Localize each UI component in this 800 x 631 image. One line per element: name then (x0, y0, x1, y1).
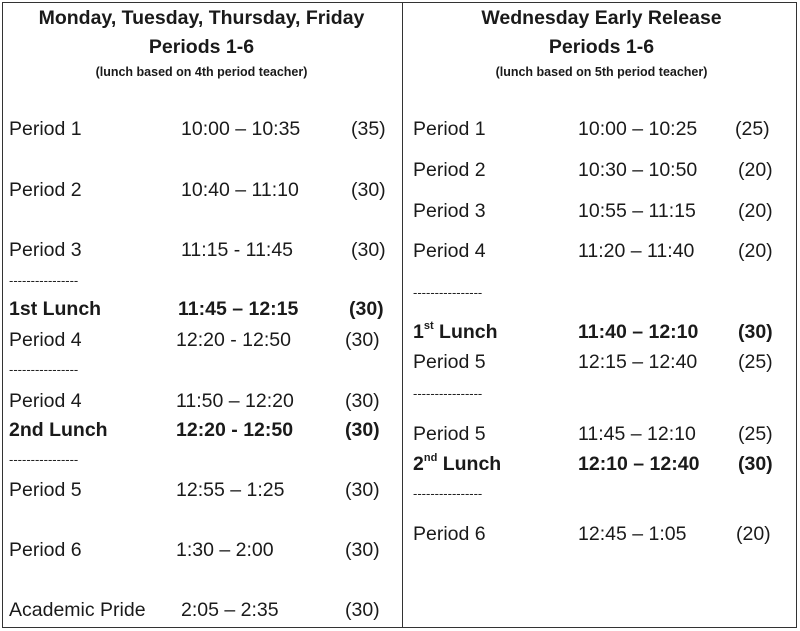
schedule-row-time: 12:15 – 12:40 (578, 351, 698, 373)
schedule-row-label: Period 3 (9, 239, 82, 261)
schedule-row-time: 11:15 - 11:45 (181, 239, 294, 261)
schedule-row-minutes: (25) (738, 351, 773, 373)
schedule-row-minutes: (20) (738, 200, 773, 222)
lunch-separator: ---------------- (413, 486, 483, 501)
lunch-separator: ---------------- (413, 285, 483, 300)
schedule-row-minutes: (30) (345, 539, 380, 561)
schedule-row-time: 11:40 – 12:10 (578, 321, 699, 343)
schedule-row-time: 12:55 – 1:25 (176, 479, 285, 501)
schedule-row-time: 11:20 – 11:40 (578, 240, 695, 262)
schedule-row-minutes: (30) (351, 239, 386, 261)
schedule-row-minutes: (30) (345, 390, 380, 412)
schedule-row-time: 10:30 – 10:50 (578, 159, 698, 181)
schedule-row-time: 10:00 – 10:25 (578, 118, 698, 140)
schedule-row-label: Period 4 (9, 329, 82, 351)
schedule-row-minutes: (30) (345, 599, 380, 621)
regular-schedule-title: Monday, Tuesday, Thursday, Friday (38, 7, 365, 29)
lunch-separator: ---------------- (9, 452, 79, 467)
schedule-row-label: Academic Pride (9, 599, 146, 621)
schedule-row-minutes: (30) (351, 179, 386, 201)
schedule-row-label: 2nd Lunch (413, 452, 502, 475)
schedule-row-label: Period 2 (413, 159, 486, 181)
wednesday-schedule-note: (lunch based on 5th period teacher) (495, 65, 708, 79)
wednesday-schedule-column (403, 0, 800, 631)
schedule-row-minutes: (35) (351, 118, 386, 140)
schedule-row-label: Period 1 (9, 118, 82, 140)
schedule-row-time: 2:05 – 2:35 (181, 599, 279, 621)
schedule-row-label: Period 5 (413, 423, 486, 445)
schedule-row-minutes: (30) (349, 298, 384, 320)
schedule-row-label: 2nd Lunch (9, 419, 108, 441)
schedule-row-minutes: (30) (738, 321, 773, 343)
schedule-row-time: 10:55 – 11:15 (578, 200, 696, 222)
schedule-row-label: Period 4 (9, 390, 82, 412)
schedule-row-label: Period 3 (413, 200, 486, 222)
schedule-row-label: Period 6 (413, 523, 486, 545)
schedule-row-label: Period 1 (413, 118, 486, 140)
schedule-row-time: 10:00 – 10:35 (181, 118, 301, 140)
schedule-row-minutes: (20) (736, 523, 771, 545)
schedule-row-label: Period 2 (9, 179, 82, 201)
regular-schedule-note: (lunch based on 4th period teacher) (95, 65, 308, 79)
schedule-row-time: 1:30 – 2:00 (176, 539, 274, 561)
wednesday-schedule-title: Wednesday Early Release (481, 7, 722, 29)
schedule-row-label: Period 4 (413, 240, 486, 262)
schedule-row-minutes: (30) (345, 329, 380, 351)
schedule-row-label: Period 5 (9, 479, 82, 501)
wednesday-schedule-subtitle: Periods 1-6 (548, 36, 655, 58)
schedule-row-minutes: (25) (738, 423, 773, 445)
schedule-row-time: 12:20 - 12:50 (176, 329, 291, 351)
schedule-row-minutes: (30) (738, 453, 773, 475)
schedule-row-label: 1st Lunch (413, 320, 498, 343)
schedule-row-time: 12:20 - 12:50 (176, 419, 294, 441)
schedule-row-time: 12:10 – 12:40 (578, 453, 700, 475)
regular-schedule-subtitle: Periods 1-6 (148, 36, 255, 58)
schedule-row-time: 11:45 – 12:15 (178, 298, 299, 320)
schedule-row-time: 11:45 – 12:10 (578, 423, 696, 445)
schedule-row-label: Period 5 (413, 351, 486, 373)
schedule-row-minutes: (20) (738, 159, 773, 181)
schedule-row-minutes: (25) (735, 118, 770, 140)
lunch-separator: ---------------- (413, 386, 483, 401)
schedule-row-label: 1st Lunch (9, 298, 102, 320)
lunch-separator: ---------------- (9, 362, 79, 377)
schedule-row-label: Period 6 (9, 539, 82, 561)
schedule-row-time: 10:40 – 11:10 (181, 179, 299, 201)
schedule-row-time: 12:45 – 1:05 (578, 523, 687, 545)
lunch-separator: ---------------- (9, 273, 79, 288)
schedule-row-minutes: (20) (738, 240, 773, 262)
schedule-row-minutes: (30) (345, 419, 380, 441)
schedule-row-minutes: (30) (345, 479, 380, 501)
schedule-row-time: 11:50 – 12:20 (176, 390, 294, 412)
